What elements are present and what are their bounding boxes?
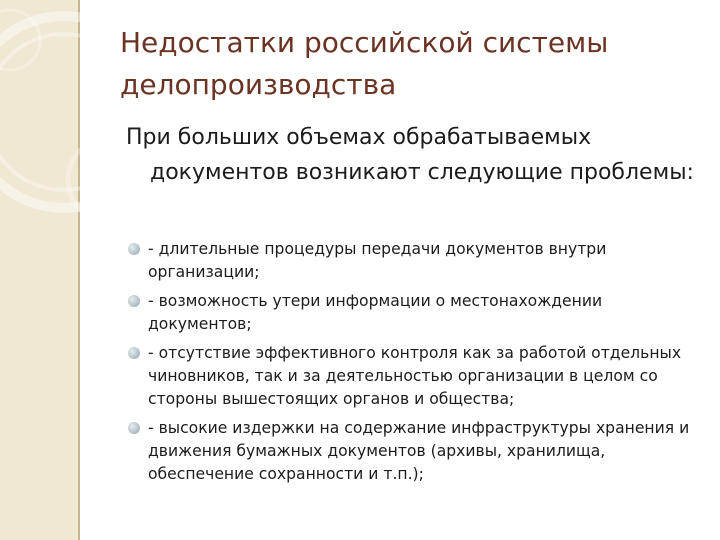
- bullet-dot-icon: [128, 243, 140, 255]
- list-item: [126, 342, 698, 411]
- bullet-list: [126, 238, 698, 492]
- bullet-text: - длительные процедуры передачи документов внутри организации;: [148, 240, 607, 281]
- bullet-text: - высокие издержки на содержание инфраструктуры хранения и движения бумажных документов (архивы, хранилища, обеспечение сохранности и т.п.);: [148, 419, 690, 483]
- list-item: [126, 290, 698, 336]
- bullet-dot-icon: [128, 347, 140, 359]
- bullet-text: - возможность утери информации о местонахождении документов;: [148, 292, 603, 333]
- bullet-dot-icon: [128, 295, 140, 307]
- bullet-text: - отсутствие эффективного контроля как за работой отдельных чиновников, так и за деятельностью организации в целом со стороны вышестоящих органов и общества;: [148, 344, 682, 408]
- bullet-dot-icon: [128, 422, 140, 434]
- intro-text: При больших объемах обрабатываемых документов возникают следующие проблемы:: [126, 125, 694, 185]
- list-item: [126, 238, 698, 284]
- list-item: [126, 417, 698, 486]
- slide-title: Недостатки российской системы делопроизводства: [120, 26, 609, 101]
